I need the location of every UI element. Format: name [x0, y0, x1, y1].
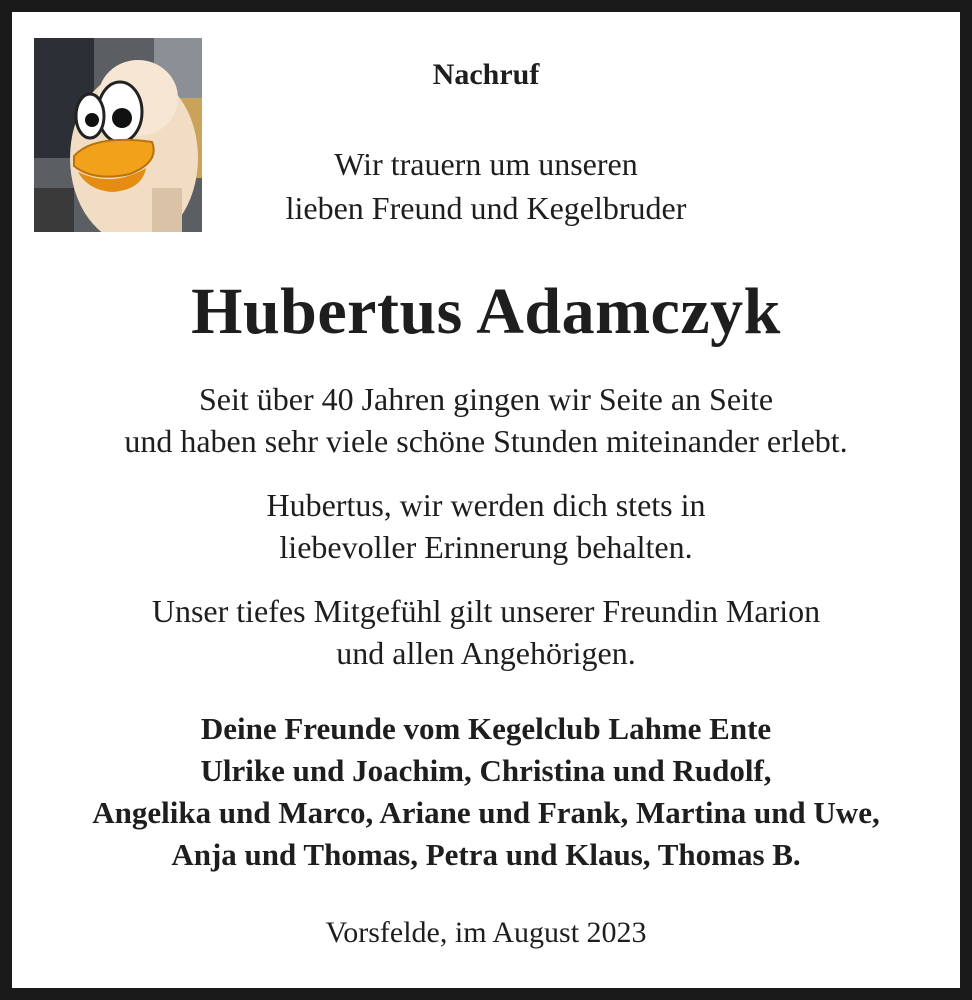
paragraph-line: Hubertus, wir werden dich stets in [266, 487, 706, 523]
signature-block [12, 708, 960, 876]
signature-line: Deine Freunde vom Kegelclub Lahme Ente [200, 711, 772, 746]
obituary-notice [12, 12, 960, 988]
intro-text [12, 142, 960, 230]
intro-line: lieben Freund und Kegelbruder [285, 190, 687, 226]
paragraph-line: Seit über 40 Jahren gingen wir Seite an Seite [198, 381, 774, 417]
notice-heading: Nachruf [432, 58, 540, 91]
paragraph-together [12, 378, 960, 462]
paragraph-memory [12, 484, 960, 568]
paragraph-line: und haben sehr viele schöne Stunden miteinander erlebt. [124, 423, 848, 459]
paragraph-condolence [12, 590, 960, 674]
intro-line: Wir trauern um unseren [334, 146, 638, 182]
signature-line: Ulrike und Joachim, Christina und Rudolf, [200, 753, 772, 788]
signature-line: Anja und Thomas, Petra und Klaus, Thomas B. [171, 837, 801, 872]
place-date: Vorsfelde, im August 2023 [325, 916, 647, 949]
signature-line: Angelika und Marco, Ariane und Frank, Martina und Uwe, [92, 795, 880, 830]
deceased-name: Hubertus Adamczyk [191, 275, 781, 348]
paragraph-line: Unser tiefes Mitgefühl gilt unserer Freundin Marion [151, 593, 821, 629]
paragraph-line: und allen Angehörigen. [336, 635, 636, 671]
paragraph-line: liebevoller Erinnerung behalten. [279, 529, 693, 565]
